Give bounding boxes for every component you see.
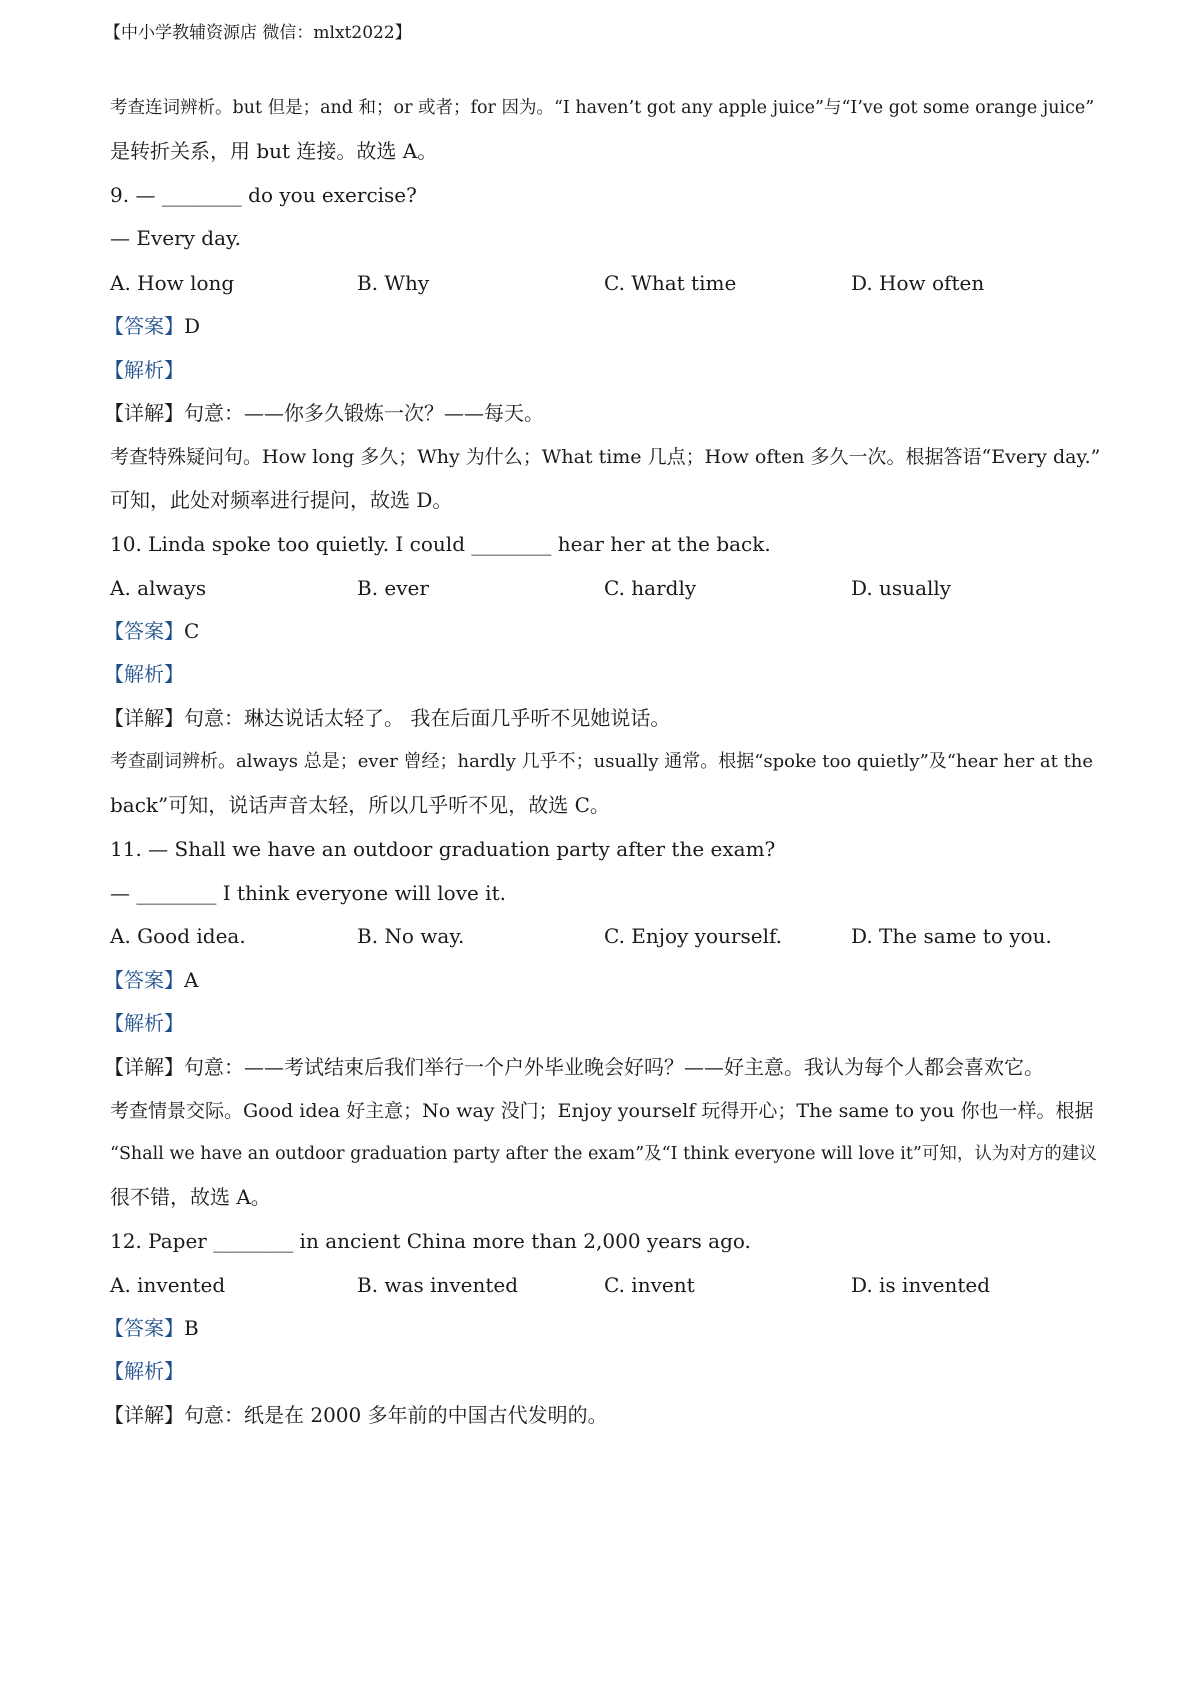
- q11-option-d: D. The same to you.: [851, 924, 1052, 948]
- q11-explanation-line-3: 很不错，故选 A。: [110, 1185, 271, 1209]
- q9-option-a: A. How long: [110, 271, 235, 295]
- q10-analysis-tag: 【解析】: [104, 662, 184, 686]
- q12-option-b: B. was invented: [357, 1273, 519, 1297]
- q11-option-a: A. Good idea.: [110, 924, 246, 948]
- q9-detail: 【详解】句意：——你多久锻炼一次？——每天。: [104, 401, 544, 425]
- q8-explanation-line-1: 考查连词辨析。but 但是；and 和；or 或者；for 因为。“I haven’t got any apple juice”与“I’ve got some orange juice”: [110, 98, 1095, 118]
- watermark-header: 【中小学教辅资源店 微信：mlxt2022】: [104, 23, 412, 43]
- q10-option-d: D. usually: [851, 576, 952, 600]
- q10-stem: 10. Linda spoke too quietly. I could ________ hear her at the back.: [110, 532, 771, 556]
- q9-answer: [104, 313, 200, 339]
- q11-option-c: C. Enjoy yourself.: [604, 924, 783, 948]
- q9-explanation-line-1: 考查特殊疑问句。How long 多久；Why 为什么；What time 几点；How often 多久一次。根据答语“Every day.”: [110, 446, 1101, 468]
- answer-tag: 【答案】: [104, 619, 184, 643]
- answer-letter: A: [184, 968, 199, 992]
- answer-tag: 【答案】: [104, 1316, 184, 1340]
- q9-option-d: D. How often: [851, 271, 985, 295]
- q11-reply: — ________ I think everyone will love it.: [110, 881, 506, 905]
- q9-analysis-tag: 【解析】: [104, 358, 184, 382]
- q12-stem: 12. Paper ________ in ancient China more than 2,000 years ago.: [110, 1229, 751, 1253]
- answer-letter: C: [184, 619, 200, 643]
- q12-option-a: A. invented: [110, 1273, 226, 1297]
- q10-explanation-line-1: 考查副词辨析。always 总是；ever 曾经；hardly 几乎不；usually 通常。根据“spoke too quietly”及“hear her at the: [110, 751, 1094, 772]
- q9-explanation-line-2: 可知，此处对频率进行提问，故选 D。: [110, 488, 453, 512]
- q10-detail: 【详解】句意：琳达说话太轻了。 我在后面几乎听不见她说话。: [104, 706, 671, 730]
- q12-detail: 【详解】句意：纸是在 2000 多年前的中国古代发明的。: [104, 1403, 608, 1427]
- q10-answer: [104, 618, 199, 644]
- q10-option-c: C. hardly: [604, 576, 697, 600]
- q11-option-b: B. No way.: [357, 924, 465, 948]
- q12-answer: [104, 1315, 199, 1341]
- q11-explanation-line-2: “Shall we have an outdoor graduation party after the exam”及“I think everyone will love it”可知，认为对方的建议: [110, 1144, 1097, 1164]
- q12-option-c: C. invent: [604, 1273, 695, 1297]
- answer-tag: 【答案】: [104, 968, 184, 992]
- q12-analysis-tag: 【解析】: [104, 1359, 184, 1383]
- q11-detail: 【详解】句意：——考试结束后我们举行一个户外毕业晚会好吗？——好主意。我认为每个人都会喜欢它。: [104, 1055, 1044, 1079]
- q12-option-d: D. is invented: [851, 1273, 991, 1297]
- q9-option-c: C. What time: [604, 271, 737, 295]
- q9-option-b: B. Why: [357, 271, 430, 295]
- q9-reply: — Every day.: [110, 226, 242, 250]
- answer-letter: B: [184, 1316, 199, 1340]
- q10-option-a: A. always: [110, 576, 207, 600]
- q10-option-b: B. ever: [357, 576, 429, 600]
- q11-answer: [104, 967, 198, 993]
- q11-analysis-tag: 【解析】: [104, 1011, 184, 1035]
- q9-stem: 9. — ________ do you exercise?: [110, 183, 417, 207]
- answer-letter: D: [184, 314, 201, 338]
- q11-explanation-line-1: 考查情景交际。Good idea 好主意；No way 没门；Enjoy yourself 玩得开心；The same to you 你也一样。根据: [110, 1100, 1094, 1122]
- q8-explanation-line-2: 是转折关系，用 but 连接。故选 A。: [110, 139, 438, 163]
- q10-explanation-line-2: back”可知，说话声音太轻，所以几乎听不见，故选 C。: [110, 793, 610, 817]
- q11-stem: 11. — Shall we have an outdoor graduation party after the exam?: [110, 837, 776, 861]
- answer-tag: 【答案】: [104, 314, 184, 338]
